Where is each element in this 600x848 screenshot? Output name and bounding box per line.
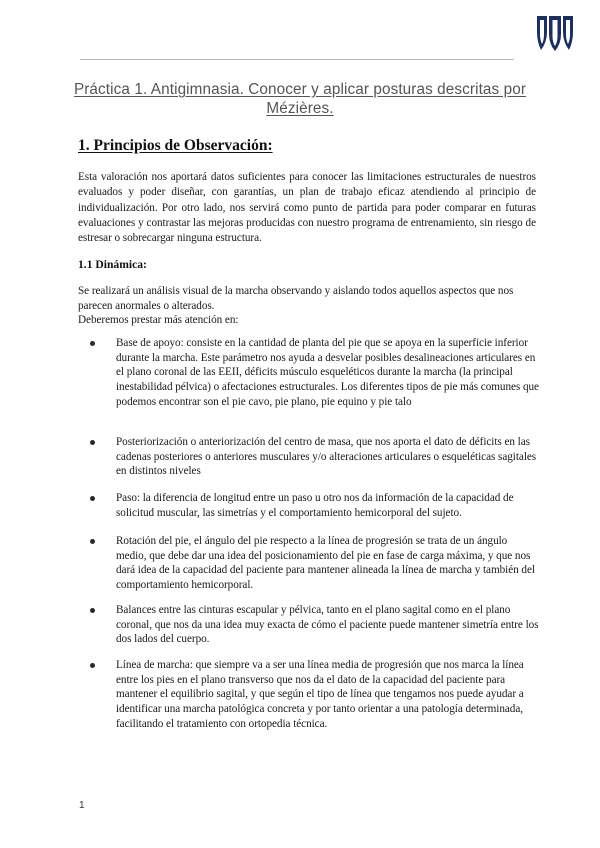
subsection-heading: 1.1 Dinámica: (78, 258, 147, 271)
list-item (90, 603, 540, 647)
document-title: Práctica 1. Antigimnasia. Conocer y aplicar posturas descritas por Mézières. (73, 81, 527, 117)
list-item-text: Balances entre las cinturas escapular y pélvica, tanto en el plano sagital como en el plano coronal, que nos da una idea muy exacta de cómo el paciente puede mantener simetría entre los dos lados del cuerpo. (116, 604, 539, 646)
analysis-text: Se realizará un análisis visual de la marcha observando y aislando todos aquellos aspectos que nos parecen anormales o alterados. (78, 285, 514, 312)
bullet-icon (90, 496, 95, 501)
list-item-text: Línea de marcha: que siempre va a ser una línea media de progresión que nos marca la línea entre los pies en el plano transverso que nos da el dato de la capacidad del paciente para mantener el equilibrio sagital, y que según el tipo de línea que tengamos nos puede ayudar a identificar una marcha patológica concreta y por tanto orientar a una patología determinada, facilitando el tratamiento con ortopedia técnica. (116, 659, 524, 730)
list-item-text: Posteriorización o anteriorización del centro de masa, que nos aporta el dato de déficits en las cadenas posteriores o anteriores musculares y/o alteraciones articulares o esqueléticas sagitales en distintos niveles (116, 436, 537, 478)
list-item (90, 658, 540, 732)
list-item-text: Base de apoyo: consiste en la cantidad de planta del pie que se apoya en la superficie inferior durante la marcha. Este parámetro nos ayuda a desvelar posibles desalineaciones articulares en el plano coronal de las EEII, déficits músculo esqueléticos durante la marcha (la principal inestabilidad pélvica) o afectaciones estructurales. Los diferentes tipos de pie más comunes que podemos encontrar son el pie cavo, pie plano, pie equino y pie talo (116, 337, 539, 408)
bullet-icon (90, 608, 95, 613)
bullet-icon (90, 440, 95, 445)
list-item-text: Paso: la diferencia de longitud entre un paso u otro nos da información de la capacidad de solicitud muscular, las simetrías y el comportamiento hemicorporal del sujeto. (116, 492, 514, 519)
bullet-icon (90, 341, 95, 346)
section-heading: 1. Principios de Observación: (78, 137, 273, 154)
page-number: 1 (79, 800, 85, 811)
list-item (90, 435, 540, 479)
bullet-icon (90, 539, 95, 544)
list-item (90, 491, 540, 520)
intro-paragraph: Esta valoración nos aportará datos suficientes para conocer las limitaciones estructurales de nuestros evaluados y poder diseñar, con garantías, un plan de trabajo eficaz atendiendo al principio de individualización. Por otro lado, nos servirá como punto de partida para poder comparar en futuras evaluaciones y contrastar las mejoras producidas con nuestro programa de entrenamiento, sin riesgo de estresar o sobrecargar ninguna estructura. (78, 171, 536, 245)
bullet-icon (90, 663, 95, 668)
list-item (90, 534, 540, 593)
list-item (90, 336, 540, 410)
list-item-text: Rotación del pie, el ángulo del pie respecto a la línea de progresión se trata de un ángulo medio, que debe dar una idea del posicionamiento del pie en fase de carga máxima, y que nos dará idea de la capacidad del paciente para mantener alineada la línea de marcha y también del comportamiento hemicorporal. (116, 535, 535, 592)
attention-line: Deberemos prestar más atención en: (78, 314, 239, 327)
